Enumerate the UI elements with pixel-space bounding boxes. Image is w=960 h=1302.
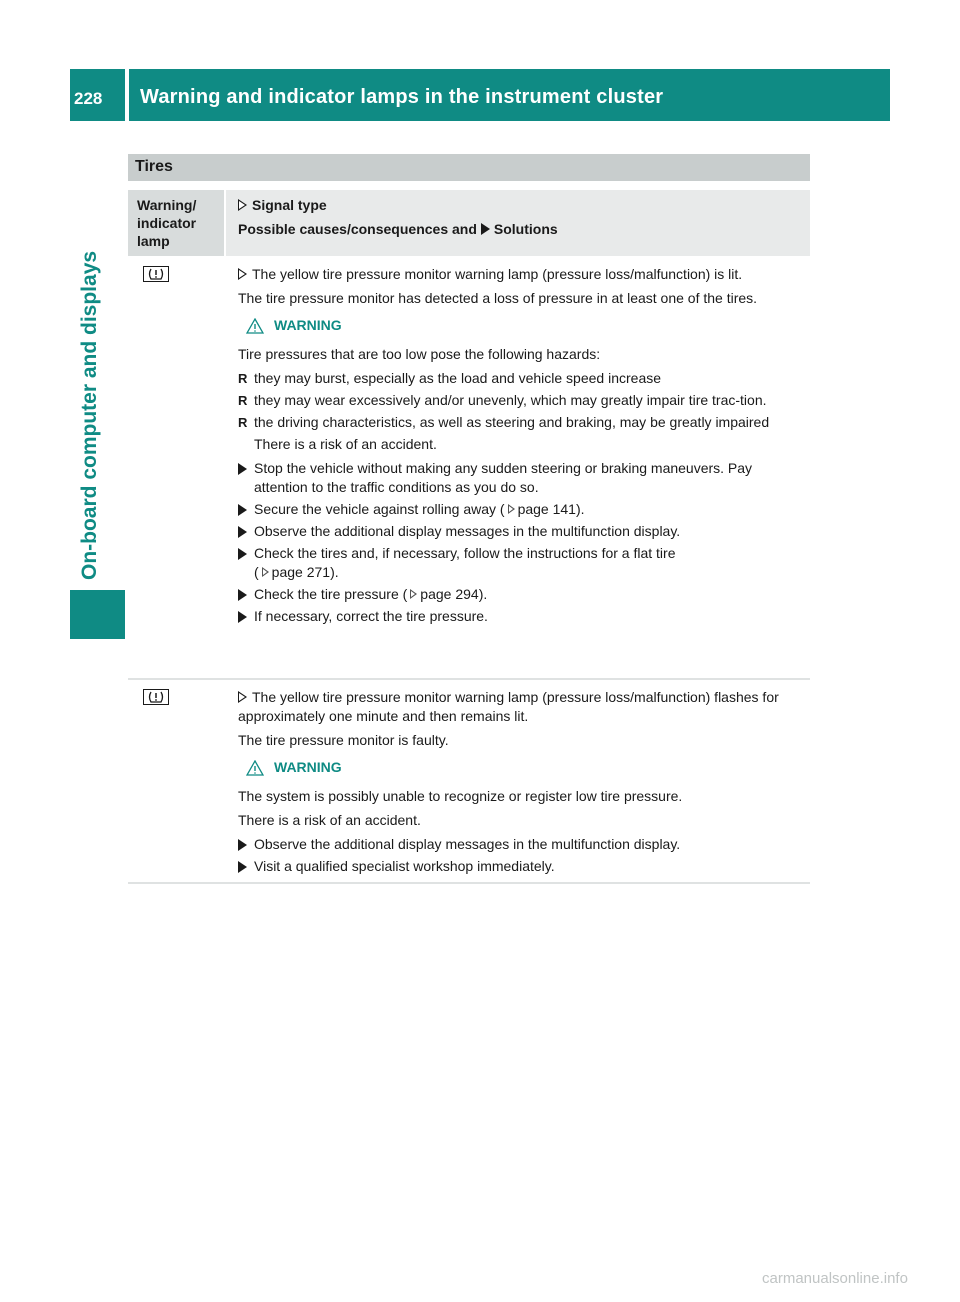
row-divider <box>128 882 810 884</box>
action-text: Check the tires and, if necessary, follow the instructions for a flat tire <box>254 545 676 561</box>
row1-signal-text: The yellow tire pressure monitor warning lamp (pressure loss/malfunction) is lit. <box>252 266 743 282</box>
signal-type-label: Signal type <box>252 197 327 213</box>
solutions-icon <box>481 223 490 235</box>
section-title: Tires <box>135 158 173 175</box>
page-reference[interactable]: page 294). <box>420 586 488 602</box>
action-marker <box>238 839 247 851</box>
list-item <box>238 369 808 388</box>
row2-risk: There is a risk of an accident. <box>238 812 421 828</box>
signal-type-icon <box>238 691 247 703</box>
action-marker <box>238 504 247 516</box>
page-reference-icon <box>262 567 269 577</box>
action-item <box>238 522 808 541</box>
page-title: Warning and indicator lamps in the instrument cluster <box>140 86 664 108</box>
page-reference[interactable]: page 271). <box>271 564 339 580</box>
action-marker <box>238 548 247 560</box>
header-divider <box>125 69 129 121</box>
bullet-text: they may burst, especially as the load and vehicle speed increase <box>254 370 662 386</box>
section-header <box>128 154 810 181</box>
action-item <box>238 857 808 876</box>
action-item <box>238 500 808 519</box>
action-item <box>238 607 808 626</box>
lamp-header-line: Warning/ <box>137 197 197 213</box>
action-item <box>238 459 808 497</box>
warning-label: WARNING <box>274 317 342 333</box>
lamp-header-line: lamp <box>137 233 170 249</box>
lamp-header-text <box>137 196 196 250</box>
row2-cause: The tire pressure monitor is faulty. <box>238 732 449 748</box>
page-reference-icon <box>410 589 417 599</box>
tire-pressure-warning-icon <box>143 689 169 705</box>
page-reference-icon <box>508 504 515 514</box>
tire-pressure-warning-icon <box>143 266 169 282</box>
row1-risk: There is a risk of an accident. <box>254 436 437 452</box>
warning-triangle-icon <box>246 318 264 334</box>
action-text: Observe the additional display messages in the multifunction display. <box>254 836 681 852</box>
action-text: Check the tire pressure ( <box>254 586 408 602</box>
solutions-label: Solutions <box>493 221 558 237</box>
side-tab-marker <box>70 590 125 639</box>
bullet-text: they may wear excessively and/or unevenly, which may greatly impair tire trac-tion. <box>254 392 767 408</box>
bullet-text: the driving characteristics, as well as steering and braking, may be greatly impaired <box>254 414 770 430</box>
action-text: Visit a qualified specialist workshop immediately. <box>254 858 555 874</box>
side-tab-label: On-board computer and displays <box>78 250 101 580</box>
warning-triangle-icon <box>246 760 264 776</box>
row2-signal <box>238 688 808 726</box>
list-item <box>238 391 808 410</box>
action-marker <box>238 611 247 623</box>
row1-hazard-intro: Tire pressures that are too low pose the following hazards: <box>238 346 601 362</box>
row-divider <box>128 678 810 680</box>
signal-type-icon <box>238 268 247 280</box>
signal-type-header <box>238 197 327 213</box>
page-number: 228 <box>74 89 103 108</box>
row2-warning <box>246 758 808 777</box>
bullet-marker: R <box>238 371 248 386</box>
action-marker <box>238 861 247 873</box>
row1-content <box>238 265 808 629</box>
list-item <box>238 413 808 432</box>
row2-signal-text: The yellow tire pressure monitor warning lamp (pressure loss/malfunction) flashes for approximately one minute and then remains lit. <box>238 689 779 724</box>
action-text: Secure the vehicle against rolling away ( <box>254 501 505 517</box>
action-marker <box>238 589 247 601</box>
action-text: Stop the vehicle without making any sudden steering or braking maneuvers. Pay attention to the traffic conditions as you do so. <box>254 460 753 495</box>
action-marker <box>238 526 247 538</box>
signal-type-icon <box>238 199 247 211</box>
lamp-header-line: indicator <box>137 215 197 231</box>
row1-warning <box>246 316 808 335</box>
row2-hazard: The system is possibly unable to recognize or register low tire pressure. <box>238 788 683 804</box>
warning-label: WARNING <box>274 759 342 775</box>
row1-cause: The tire pressure monitor has detected a loss of pressure in at least one of the tires. <box>238 290 758 306</box>
action-marker <box>238 463 247 475</box>
causes-solutions-header <box>238 221 558 237</box>
causes-label: Possible causes/consequences and <box>238 221 477 237</box>
action-text: If necessary, correct the tire pressure. <box>254 608 488 624</box>
bullet-marker: R <box>238 415 248 430</box>
row1-signal <box>238 265 808 284</box>
action-item: Check the tires and, if necessary, follow the instructions for a flat tire ( page 271). <box>238 544 808 582</box>
action-item <box>238 585 808 604</box>
bullet-marker: R <box>238 393 248 408</box>
watermark: carmanualsonline.info <box>762 1270 908 1287</box>
row2-content <box>238 688 808 879</box>
page-reference[interactable]: page 141). <box>517 501 585 517</box>
action-item <box>238 835 808 854</box>
action-text: Observe the additional display messages in the multifunction display. <box>254 523 681 539</box>
